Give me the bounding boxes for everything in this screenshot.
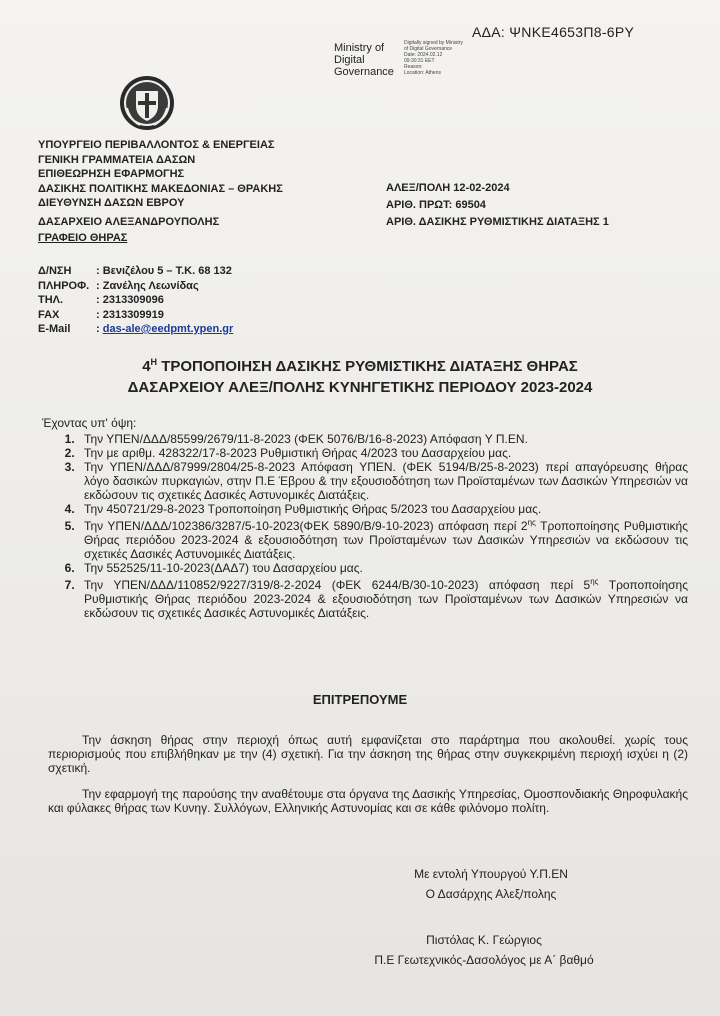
header-line: ΓΕΝΙΚΗ ΓΡΑΜΜΑΤΕΙΑ ΔΑΣΩΝ <box>38 153 196 166</box>
signature-label-line: Governance <box>334 66 394 78</box>
list-item <box>78 516 688 561</box>
list-item-sup: ης <box>527 518 536 527</box>
protocol-number: ΑΡΙΘ. ΠΡΩΤ: 69504 <box>386 199 486 211</box>
title-number: 4 <box>142 358 151 375</box>
decree-number: ΑΡΙΘ. ΔΑΣΙΚΗΣ ΡΥΘΜΙΣΤΙΚΗΣ ΔΙΑΤΑΞΗΣ 1 <box>386 216 609 228</box>
document-date: ΑΛΕΞ/ΠΟΛΗ 12-02-2024 <box>386 182 510 194</box>
digital-signature-details <box>404 40 463 76</box>
considerations-section <box>42 416 688 620</box>
header-line: ΔΑΣΑΡΧΕΙΟ ΑΛΕΞΑΝΔΡΟΥΠΟΛΗΣ <box>38 215 220 228</box>
list-item <box>78 575 688 620</box>
enforcement-paragraph: Την εφαρμογή της παρούσης την αναθέτουμε στα όργανα της Δασικής Υπηρεσίας, Ομοσπονδιακής Θηροφυλακής και φύλακες θήρας των Κυνηγ. Συλλόγων, Ελληνικής Αστυνομίας και σε κάθε φιλόνομο πολίτη. <box>48 787 688 815</box>
list-item-text: Την ΥΠΕΝ/ΔΔΔ/102386/3287/5-10-2023(ΦΕΚ 5890/Β/9-10-2023) απόφαση περί 2 <box>84 519 528 533</box>
considerations-list <box>48 432 688 620</box>
title-superscript: Η <box>150 357 158 367</box>
sign-role: Ο Δασάρχης Αλεξ/πολης <box>425 887 557 901</box>
signature-detail-line: 09:30:31 EET <box>404 58 435 64</box>
signer-title: Π.Ε Γεωτεχνικός-Δασολόγος με Α΄ βαθμό <box>374 953 594 967</box>
list-item: 3. Την ΥΠΕΝ/ΔΔΔ/87999/2804/25-8-2023 Απόφαση ΥΠΕΝ. (ΦΕΚ 5194/Β/25-8-2023) περί απαγόρευσης θήρας λόγο δασικών πυρκαγιών, στην Π.Ε Έβρου & την εξουσιοδότηση των Προϊσταμένων των Δασικών Υπηρεσιών να εκδώσουν τις σχετικές Δασικές Αστυνομικές Διατάξεις. <box>78 460 688 502</box>
signer-name: Πιστόλας Κ. Γεώργιος <box>426 933 542 947</box>
list-item: 6. Την 552525/11-10-2023(ΔΑΔ7) του Δασαρχείου μας. <box>78 561 688 575</box>
header-line: ΥΠΟΥΡΓΕΙΟ ΠΕΡΙΒΑΛΛΟΝΤΟΣ & ΕΝΕΡΓΕΙΑΣ <box>38 139 275 151</box>
phone-value: : 2313309096 <box>96 294 164 306</box>
fax-value: : 2313309919 <box>96 308 164 321</box>
email-link[interactable]: das-ale@eedpmt.ypen.gr <box>102 323 234 335</box>
phone-label: ΤΗΛ. <box>38 294 64 306</box>
contact-row-email <box>38 322 233 337</box>
title-line-2: ΔΑΣΑΡΧΕΙΟΥ ΑΛΕΞ/ΠΟΛΗΣ ΚΥΝΗΓΕΤΙΚΗΣ ΠΕΡΙΟΔΟΥ 2023-2024 <box>127 379 593 396</box>
contact-row-fax <box>38 308 233 323</box>
sign-order: Με εντολή Υπουργού Υ.Π.ΕΝ <box>414 867 568 881</box>
contact-row-info <box>38 279 233 294</box>
decision-paragraph: Την άσκηση θήρας στην περιοχή όπως αυτή εμφανίζεται στο παράρτημα που ακολουθεί. χωρίς τους περιορισμούς που επιβλήθηκαν με την (4) σχετική. Για την άσκηση της θήρας στην συγκεκριμένη περιοχή ισχύει η (2) σχετική. <box>48 733 688 775</box>
issuer-header <box>38 138 283 246</box>
section-heading: ΕΠΙΤΡΕΠΟΥΜΕ <box>312 692 408 707</box>
digital-signature-label <box>334 42 394 78</box>
title-line-1 <box>0 352 720 377</box>
document-title <box>0 352 720 398</box>
signature-detail-line: Location: Athens <box>404 70 441 76</box>
list-item-text: Τροποποίησης Ρυθμιστικής Θήρας περιόδου 2023-2024 & εξουσιοδότηση των Προϊσταμένων των Δασικών Υπηρεσιών να εκδώσουν τις σχετικές Δασικές Αστυνομικές Διατάξεις. <box>84 519 688 561</box>
list-item-text: Τροποποίησης Ρυθμιστικής Θήρας περιόδου 2023-2024 & εξουσιοδότηση των Προϊσταμένων των Δασικών Υπηρεσιών να εκδώσουν τις σχετικές Δασικές Αστυνομικές Διατάξεις. <box>84 578 688 620</box>
signature-detail-line: Reason: <box>404 64 423 70</box>
email-separator: : <box>96 323 100 335</box>
info-value: : Ζανέλης Λεωνίδας <box>96 279 199 292</box>
list-item-sup: ης <box>590 577 599 586</box>
signature-authority <box>386 864 596 904</box>
signature-detail-line: of Digital Governance <box>404 46 453 52</box>
list-item: 4. Την 450721/29-8-2023 Τροποποίηση Ρυθμιστικής Θήρας 5/2023 του Δασαρχείου μας. <box>78 502 688 516</box>
signature-detail-line: Digitally signed by Ministry <box>404 40 463 46</box>
list-item-text: Την ΥΠΕΝ/ΔΔΔ/110852/9227/319/8-2-2024 (ΦΕΚ 6244/Β/30-10-2023) απόφαση περί 5 <box>84 578 591 592</box>
signer-block <box>344 930 624 970</box>
office-name: ΓΡΑΦΕΙΟ ΘΗΡΑΣ <box>38 232 128 244</box>
info-label: ΠΛΗΡΟΦ. <box>38 279 90 292</box>
signature-label-line: Digital <box>334 54 365 66</box>
header-line: ΔΑΣΙΚΗΣ ΠΟΛΙΤΙΚΗΣ ΜΑΚΕΔΟΝΙΑΣ – ΘΡΑΚΗΣ <box>38 182 283 195</box>
header-line: ΔΙΕΥΘΥΝΣΗ ΔΑΣΩΝ ΕΒΡΟΥ <box>38 197 185 209</box>
signature-detail-line: Date: 2024.02.12 <box>404 52 443 58</box>
considerations-intro: Έχοντας υπ' όψη: <box>42 416 137 430</box>
header-line: ΕΠΙΘΕΩΡΗΣΗ ΕΦΑΡΜΟΓΗΣ <box>38 168 185 180</box>
contact-block <box>38 264 233 337</box>
address-value: : Βενιζέλου 5 – Τ.Κ. 68 132 <box>96 265 232 277</box>
greek-state-emblem-icon <box>118 74 176 132</box>
contact-row-address <box>38 264 233 279</box>
ada-code: ΑΔΑ: ΨΝΚΕ4653Π8-6ΡΥ <box>472 24 635 40</box>
reference-block <box>386 180 609 231</box>
signature-label-line: Ministry of <box>334 42 385 54</box>
address-label: Δ/ΝΣΗ <box>38 265 72 277</box>
contact-row-phone <box>38 293 233 308</box>
email-label: E-Mail <box>38 323 71 335</box>
list-item: 1. Την ΥΠΕΝ/ΔΔΔ/85599/2679/11-8-2023 (ΦΕΚ 5076/Β/16-8-2023) Απόφαση Υ Π.ΕΝ. <box>78 432 688 446</box>
title-line-1-text: ΤΡΟΠΟΠΟΙΗΣΗ ΔΑΣΙΚΗΣ ΡΥΘΜΙΣΤΙΚΗΣ ΔΙΑΤΑΞΗΣ ΘΗΡΑΣ <box>157 358 578 375</box>
fax-label: FAX <box>38 308 60 321</box>
list-item: 2. Την με αριθμ. 428322/17-8-2023 Ρυθμιστική Θήρας 4/2023 του Δασαρχείου μας. <box>78 446 688 460</box>
